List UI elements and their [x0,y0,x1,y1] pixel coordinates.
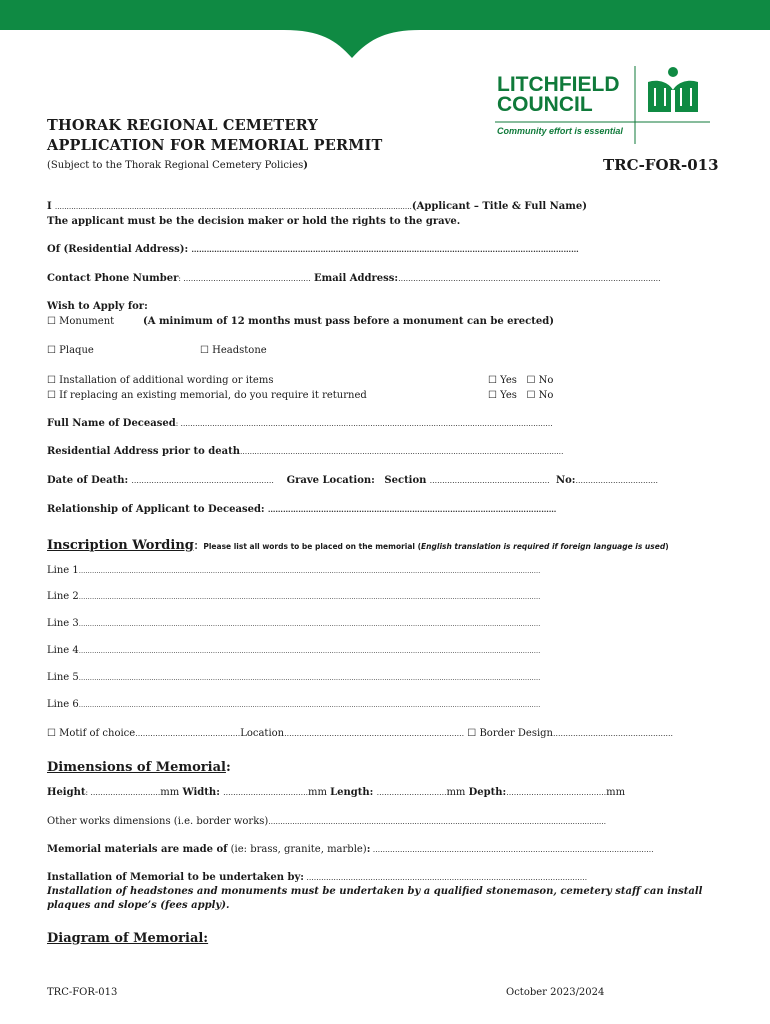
checkbox-icon[interactable]: ☐ [47,345,56,356]
inscription-line-3[interactable] [47,618,540,629]
grave-row [47,475,658,486]
form-title-line2: APPLICATION FOR MEMORIAL PERMIT [47,137,383,154]
grave-no-field[interactable]: …………………………… [575,476,658,485]
footer-code: TRC-FOR-013 [47,987,118,998]
phone-label: Contact Phone Number [47,273,179,284]
inscription-line-dots[interactable]: ………………………………………………………………………………………………………………………………………………………………………………………… [78,593,541,601]
install-note-line1: Installation of headstones and monuments must be undertaken by a qualified stonemason, cemetery staff can install [47,886,703,897]
motif-checkbox[interactable]: ☐ Motif of choice [47,728,136,739]
logo-tagline: Community effort is essential [497,126,623,136]
form-title-line1: THORAK REGIONAL CEMETERY [47,117,319,134]
location-field[interactable]: ……………………………………………………………… [284,729,465,738]
dimensions-heading: Dimensions of Memorial [47,760,226,775]
yes-checkbox[interactable]: ☐ Yes [488,375,517,386]
yes-no-row-1 [488,375,553,386]
footer-date: October 2023/2024 [506,987,605,998]
inscription-line-4[interactable] [47,645,540,656]
inscription-line-dots[interactable]: ………………………………………………………………………………………………………………………………………………………………………………………… [78,647,541,655]
form-code: TRC-FOR-013 [603,156,719,174]
contact-row [47,273,661,284]
plaque-option[interactable]: ☐ Plaque [47,345,94,356]
logo-line1: LITCHFIELD [497,73,620,96]
council-logo [485,60,715,145]
inscription-heading: Inscription Wording [47,538,194,553]
motif-field[interactable]: …………………………………… [135,729,241,738]
monument-note: (A minimum of 12 months must pass before a monument can be erected) [143,316,554,327]
checkbox-icon[interactable]: ☐ [200,345,209,356]
other-works-field[interactable]: Other works dimensions (i.e. border works)…………………………………………………………………………………………………………………………… [47,816,607,827]
deceased-name-field[interactable]: Full Name of Deceased: ……………………………………………………………………………………………………………………………………… [47,418,553,429]
inscription-line-label: Line 3 [47,618,79,629]
install-note-line2: plaques and slope’s (fees apply). [47,900,230,911]
location-label: Location [240,728,285,739]
inscription-line-1[interactable] [47,565,540,576]
motif-row [47,728,673,739]
materials-field[interactable]: Memorial materials are made of (ie: brass, granite, marble): …………………………………………………………………………………………………… [47,844,654,855]
grave-location-label: Grave Location: [286,475,375,486]
deceased-address-field[interactable]: Residential Address prior to death……………………………………………………………………………………………………………………… [47,446,564,457]
diagram-heading: Diagram of Memorial: [47,931,209,946]
date-of-death-field[interactable]: ………………………………………………… [131,476,274,485]
yes-no-row-2 [488,390,553,401]
replacing-option[interactable]: ☐ If replacing an existing memorial, do you require it returned [47,390,367,401]
checkbox-icon[interactable]: ☐ [47,390,56,401]
applicant-note: The applicant must be the decision maker or hold the rights to the grave. [47,216,461,227]
inscription-line-dots[interactable]: ………………………………………………………………………………………………………………………………………………………………………………………… [78,674,541,682]
inscription-line-6[interactable] [47,699,540,710]
checkbox-icon[interactable]: ☐ [47,316,56,327]
section-label: Section [384,475,427,486]
height-field[interactable]: : ………………………. [85,788,161,797]
form-subtitle: (Subject to the Thorak Regional Cemetery Policies) [47,160,308,171]
grave-no-label: No: [555,475,576,486]
inscription-line-2[interactable] [47,591,540,602]
relationship-field[interactable]: Relationship of Applicant to Deceased: …………………………………………………………………………………………………… [47,504,557,515]
checkbox-icon[interactable]: ☐ [47,375,56,386]
wish-label: Wish to Apply for: [47,301,148,312]
inscription-line-dots[interactable]: ………………………………………………………………………………………………………………………………………………………………………………………… [78,567,541,575]
inscription-line-label: Line 4 [47,645,79,656]
no-checkbox[interactable]: ☐ No [526,375,554,386]
headstone-option[interactable]: ☐ Headstone [200,345,267,356]
depth-field[interactable]: …………………………………. [506,788,607,797]
length-field[interactable]: ………………………. [376,788,447,797]
email-label: Email Address: [314,273,399,284]
diagram-area[interactable] [47,952,727,982]
inscription-line-label: Line 1 [47,565,79,576]
dimensions-row: Height: ……………………….mm Width: …………………………….mm Length: ……………………….mm Depth:………………………………….mm [47,787,626,798]
inscription-line-label: Line 6 [47,699,79,710]
section-field[interactable]: ………………………………………… [429,476,550,485]
inscription-line-label: Line 5 [47,672,79,683]
inscription-line-dots[interactable]: ………………………………………………………………………………………………………………………………………………………………………………………… [78,701,541,709]
dimensions-heading-row: Dimensions of Memorial: [47,760,231,775]
monument-option[interactable]: ☐ Monument [47,316,115,327]
additional-wording-option[interactable]: ☐ Installation of additional wording or items [47,375,274,386]
border-field[interactable]: ………………………………………… [553,729,673,738]
inscription-line-dots[interactable]: ………………………………………………………………………………………………………………………………………………………………………………………… [78,620,541,628]
width-field[interactable]: ……………………………. [223,788,308,797]
border-checkbox[interactable]: ☐ Border Design [467,728,553,739]
email-field[interactable]: …………………………………………………………………………………………… [398,274,661,283]
logo-emblem-icon [485,60,715,145]
inscription-line-label: Line 2 [47,591,79,602]
date-of-death-label: Date of Death: [47,475,129,486]
inscription-line-5[interactable] [47,672,540,683]
installer-field[interactable]: Installation of Memorial to be undertaken by: …………………………………………………………………………………………………… [47,872,588,883]
applicant-field[interactable]: I ………………………………………………………………………………………………………………………………………(Applicant – Title & Full Name) [47,201,587,212]
header-banner [0,0,770,60]
phone-field[interactable]: : …………………………………………… [178,274,311,283]
no-checkbox[interactable]: ☐ No [526,390,554,401]
residential-address-field[interactable]: Of (Residential Address): ……………………………………………………………………………………………………………………………………… [47,244,579,255]
yes-checkbox[interactable]: ☐ Yes [488,390,517,401]
inscription-instruction: Please list all words to be placed on the memorial (English translation is required if foreign language is used) [203,542,669,551]
logo-line2: COUNCIL [497,93,593,116]
inscription-heading-row: Inscription Wording: Please list all words to be placed on the memorial (English translation is required if foreign language is used) [47,538,669,553]
